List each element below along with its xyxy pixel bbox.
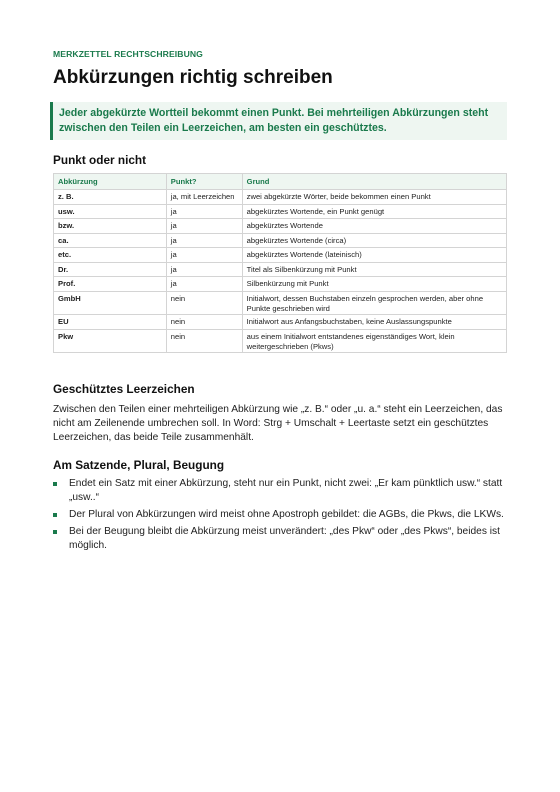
section-heading-satzende: Am Satzende, Plural, Beugung [53, 458, 225, 472]
cell-abkuerzung: etc. [54, 248, 167, 263]
table-row [54, 262, 507, 277]
cell-abkuerzung: bzw. [54, 219, 167, 234]
list-item [53, 508, 507, 522]
cell-grund: Initialwort aus Anfangsbuchstaben, keine Auslassungspunkte [242, 315, 506, 330]
cell-grund: abgekürztes Wortende (lateinisch) [242, 248, 506, 263]
cell-grund: zwei abgekürzte Wörter, beide bekommen einen Punkt [242, 190, 506, 205]
cell-punkt: ja, mit Leerzeichen [166, 190, 242, 205]
leerzeichen-paragraph: Zwischen den Teilen einer mehrteiligen Abkürzung wie „z. B.“ oder „u. a.“ steht ein Leerzeichen, das nicht am Zeilenende umbrechen soll. In Word: Strg + Umschalt + Leertaste setzt ein geschütztes Leerzeichen, das beide Teile zusammenhält. [53, 404, 503, 444]
cell-abkuerzung: GmbH [54, 291, 167, 315]
cell-punkt: nein [166, 329, 242, 353]
callout-text: Jeder abgekürzte Wortteil bekommt einen Punkt. Bei mehrteiligen Abkürzungen steht zwischen den Teilen ein Leerzeichen, am besten ein geschütztes. [59, 107, 489, 134]
cell-abkuerzung: Dr. [54, 262, 167, 277]
table-row [54, 329, 507, 353]
cell-abkuerzung: z. B. [54, 190, 167, 205]
cell-grund: abgekürztes Wortende [242, 219, 506, 234]
bullet-icon [53, 482, 57, 486]
cell-abkuerzung: Pkw [54, 329, 167, 353]
rules-list [53, 477, 507, 556]
cell-grund: Initialwort, dessen Buchstaben einzeln gesprochen werden, aber ohne Punkte geschrieben wird [242, 291, 506, 315]
section-heading-leerzeichen: Geschütztes Leerzeichen [53, 382, 195, 396]
cell-grund: abgekürztes Wortende (circa) [242, 233, 506, 248]
table-row [54, 204, 507, 219]
cell-punkt: nein [166, 315, 242, 330]
cell-abkuerzung: Prof. [54, 277, 167, 292]
cell-abkuerzung: ca. [54, 233, 167, 248]
cell-punkt: ja [166, 277, 242, 292]
cell-punkt: ja [166, 204, 242, 219]
bullet-icon [53, 513, 57, 517]
cell-punkt: ja [166, 248, 242, 263]
table-row [54, 277, 507, 292]
table-row [54, 248, 507, 263]
table-row [54, 291, 507, 315]
table-row [54, 233, 507, 248]
cell-punkt: ja [166, 219, 242, 234]
column-header-punkt: Punkt? [166, 174, 242, 190]
cell-grund: Titel als Silbenkürzung mit Punkt [242, 262, 506, 277]
table-row [54, 190, 507, 205]
cell-abkuerzung: usw. [54, 204, 167, 219]
table-row [54, 219, 507, 234]
cell-abkuerzung: EU [54, 315, 167, 330]
cell-grund: aus einem Initialwort entstandenes eigenständiges Wort, klein weitergeschrieben (Pkws) [242, 329, 506, 353]
cell-punkt: ja [166, 233, 242, 248]
abbreviation-table [53, 173, 507, 353]
summary-callout [50, 102, 507, 140]
list-item [53, 477, 507, 505]
list-item-text: Endet ein Satz mit einer Abkürzung, steht nur ein Punkt, nicht zwei: „Er kam pünktlich usw.“ statt „usw..“ [69, 478, 503, 503]
list-item-text: Der Plural von Abkürzungen wird meist ohne Apostroph gebildet: die AGBs, die Pkws, die LKWs. [69, 509, 504, 520]
cell-grund: abgekürztes Wortende, ein Punkt genügt [242, 204, 506, 219]
bullet-icon [53, 530, 57, 534]
list-item [53, 525, 507, 553]
page-title: Abkürzungen richtig schreiben [53, 67, 333, 88]
table-header-row [54, 174, 507, 190]
column-header-abkuerzung: Abkürzung [54, 174, 167, 190]
table-row [54, 315, 507, 330]
cell-punkt: nein [166, 291, 242, 315]
list-item-text: Bei der Beugung bleibt die Abkürzung meist unverändert: „des Pkw“ oder „des Pkws“, beides ist möglich. [69, 526, 500, 551]
section-heading-punkt: Punkt oder nicht [53, 153, 147, 167]
column-header-grund: Grund [242, 174, 506, 190]
cell-punkt: ja [166, 262, 242, 277]
cell-grund: Silbenkürzung mit Punkt [242, 277, 506, 292]
document-kicker: MERKZETTEL RECHTSCHREIBUNG [53, 49, 203, 59]
